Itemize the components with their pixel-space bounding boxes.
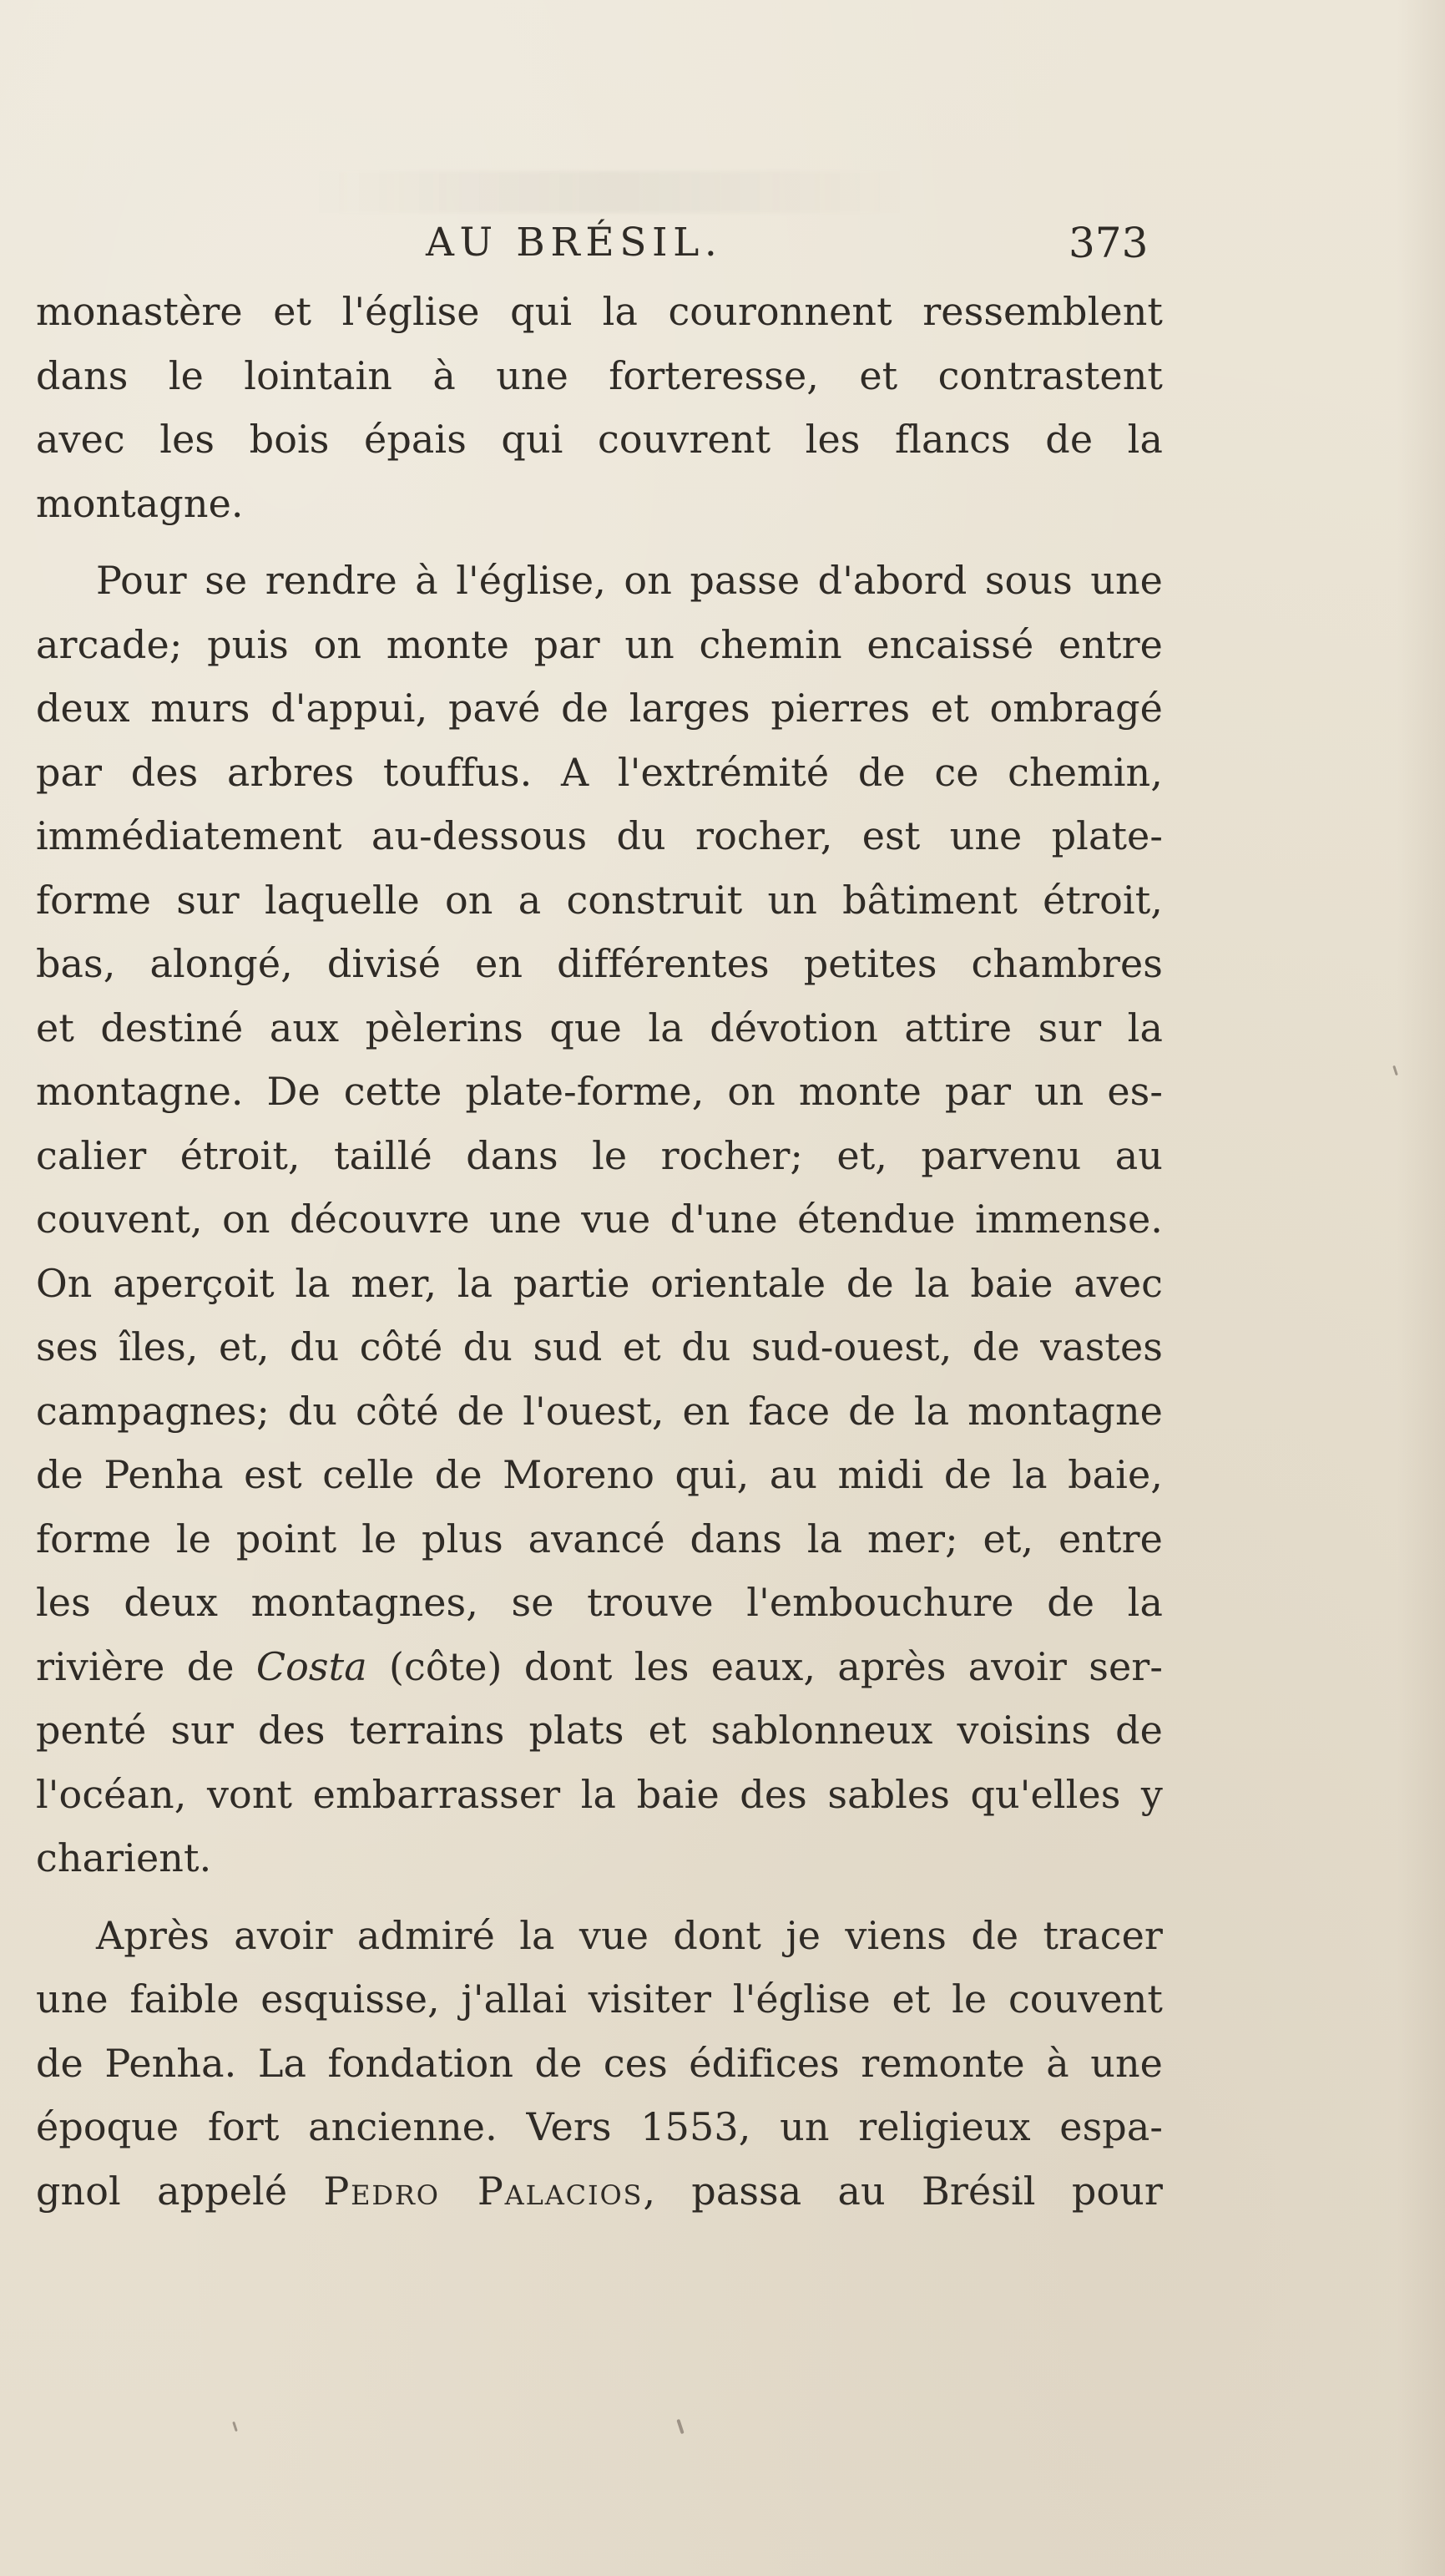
text-line: monastère et l'église qui la couronnent ressemblent xyxy=(36,289,1163,334)
paragraph-spacer xyxy=(36,535,1163,549)
text-line-with-italic xyxy=(36,1635,1163,1699)
text-segment: (côte) dont les eaux, après avoir ser- xyxy=(366,1643,1163,1689)
bleed-through-shadow xyxy=(309,171,910,213)
text-line: de Penha. La fondation de ces édifices remonte à une xyxy=(36,2040,1163,2086)
text-line: montagne. De cette plate-forme, on monte par un es- xyxy=(36,1069,1163,1114)
text-line: deux murs d'appui, pavé de larges pierres et ombragé xyxy=(36,686,1163,731)
text-line: par des arbres touffus. A l'extrémité de ce chemin, xyxy=(36,749,1163,795)
text-segment: gnol appelé xyxy=(36,2168,324,2214)
page-edge-shadow xyxy=(1397,0,1445,2576)
italic-place-name: Costa xyxy=(255,1643,367,1689)
paragraph-spacer xyxy=(36,1890,1163,1904)
text-line: campagnes; du côté de l'ouest, en face de la montagne xyxy=(36,1388,1163,1434)
text-line: forme sur laquelle on a construit un bâtiment étroit, xyxy=(36,877,1163,923)
text-line: les deux montagnes, se trouve l'embouchure de la xyxy=(36,1580,1163,1625)
text-line: bas, alongé, divisé en différentes petites chambres xyxy=(36,941,1163,986)
text-line: avec les bois épais qui couvrent les flancs de la xyxy=(36,417,1163,462)
text-line: arcade; puis on monte par un chemin encaissé entre xyxy=(36,621,1163,667)
paper-speck xyxy=(232,2422,238,2432)
text-line: dans le lointain à une forteresse, et contrastent xyxy=(36,352,1163,398)
running-head: AU BRÉSIL. xyxy=(426,220,723,266)
text-segment: , passa au Brésil pour xyxy=(643,2168,1163,2214)
person-name: Pedro Palacios xyxy=(323,2168,644,2214)
text-line: charient. xyxy=(36,1835,212,1880)
text-line: Après avoir admiré la vue dont je viens de tracer xyxy=(96,1912,1163,1958)
text-line-with-smallcaps xyxy=(36,2159,1163,2224)
text-line: forme le point le plus avancé dans la mer; et, entre xyxy=(36,1516,1163,1561)
text-line: immédiatement au-dessous du rocher, est une plate- xyxy=(36,813,1163,858)
text-line: époque fort ancienne. Vers 1553, un religieux espa- xyxy=(36,2104,1163,2149)
text-line: et destiné aux pèlerins que la dévotion attire sur la xyxy=(36,1005,1163,1050)
paper-speck xyxy=(676,2419,684,2434)
page-number: 373 xyxy=(1069,219,1149,267)
body-text xyxy=(36,280,1163,2223)
text-line: une faible esquisse, j'allai visiter l'église et le couvent xyxy=(36,1976,1163,2022)
page-header xyxy=(0,214,1445,272)
text-segment: rivière de xyxy=(36,1643,256,1689)
text-line: l'océan, vont embarrasser la baie des sables qu'elles y xyxy=(36,1771,1163,1817)
text-line: montagne. xyxy=(36,480,244,526)
text-line: On aperçoit la mer, la partie orientale de la baie avec xyxy=(36,1260,1163,1306)
text-line: couvent, on découvre une vue d'une étendue immense. xyxy=(36,1197,1163,1242)
text-line: penté sur des terrains plats et sablonneux voisins de xyxy=(36,1708,1163,1753)
text-line: ses îles, et, du côté du sud et du sud-ouest, de vastes xyxy=(36,1324,1163,1369)
text-line: Pour se rendre à l'église, on passe d'abord sous une xyxy=(96,558,1163,603)
text-line: calier étroit, taillé dans le rocher; et, parvenu au xyxy=(36,1132,1163,1178)
text-line: de Penha est celle de Moreno qui, au midi de la baie, xyxy=(36,1452,1163,1497)
